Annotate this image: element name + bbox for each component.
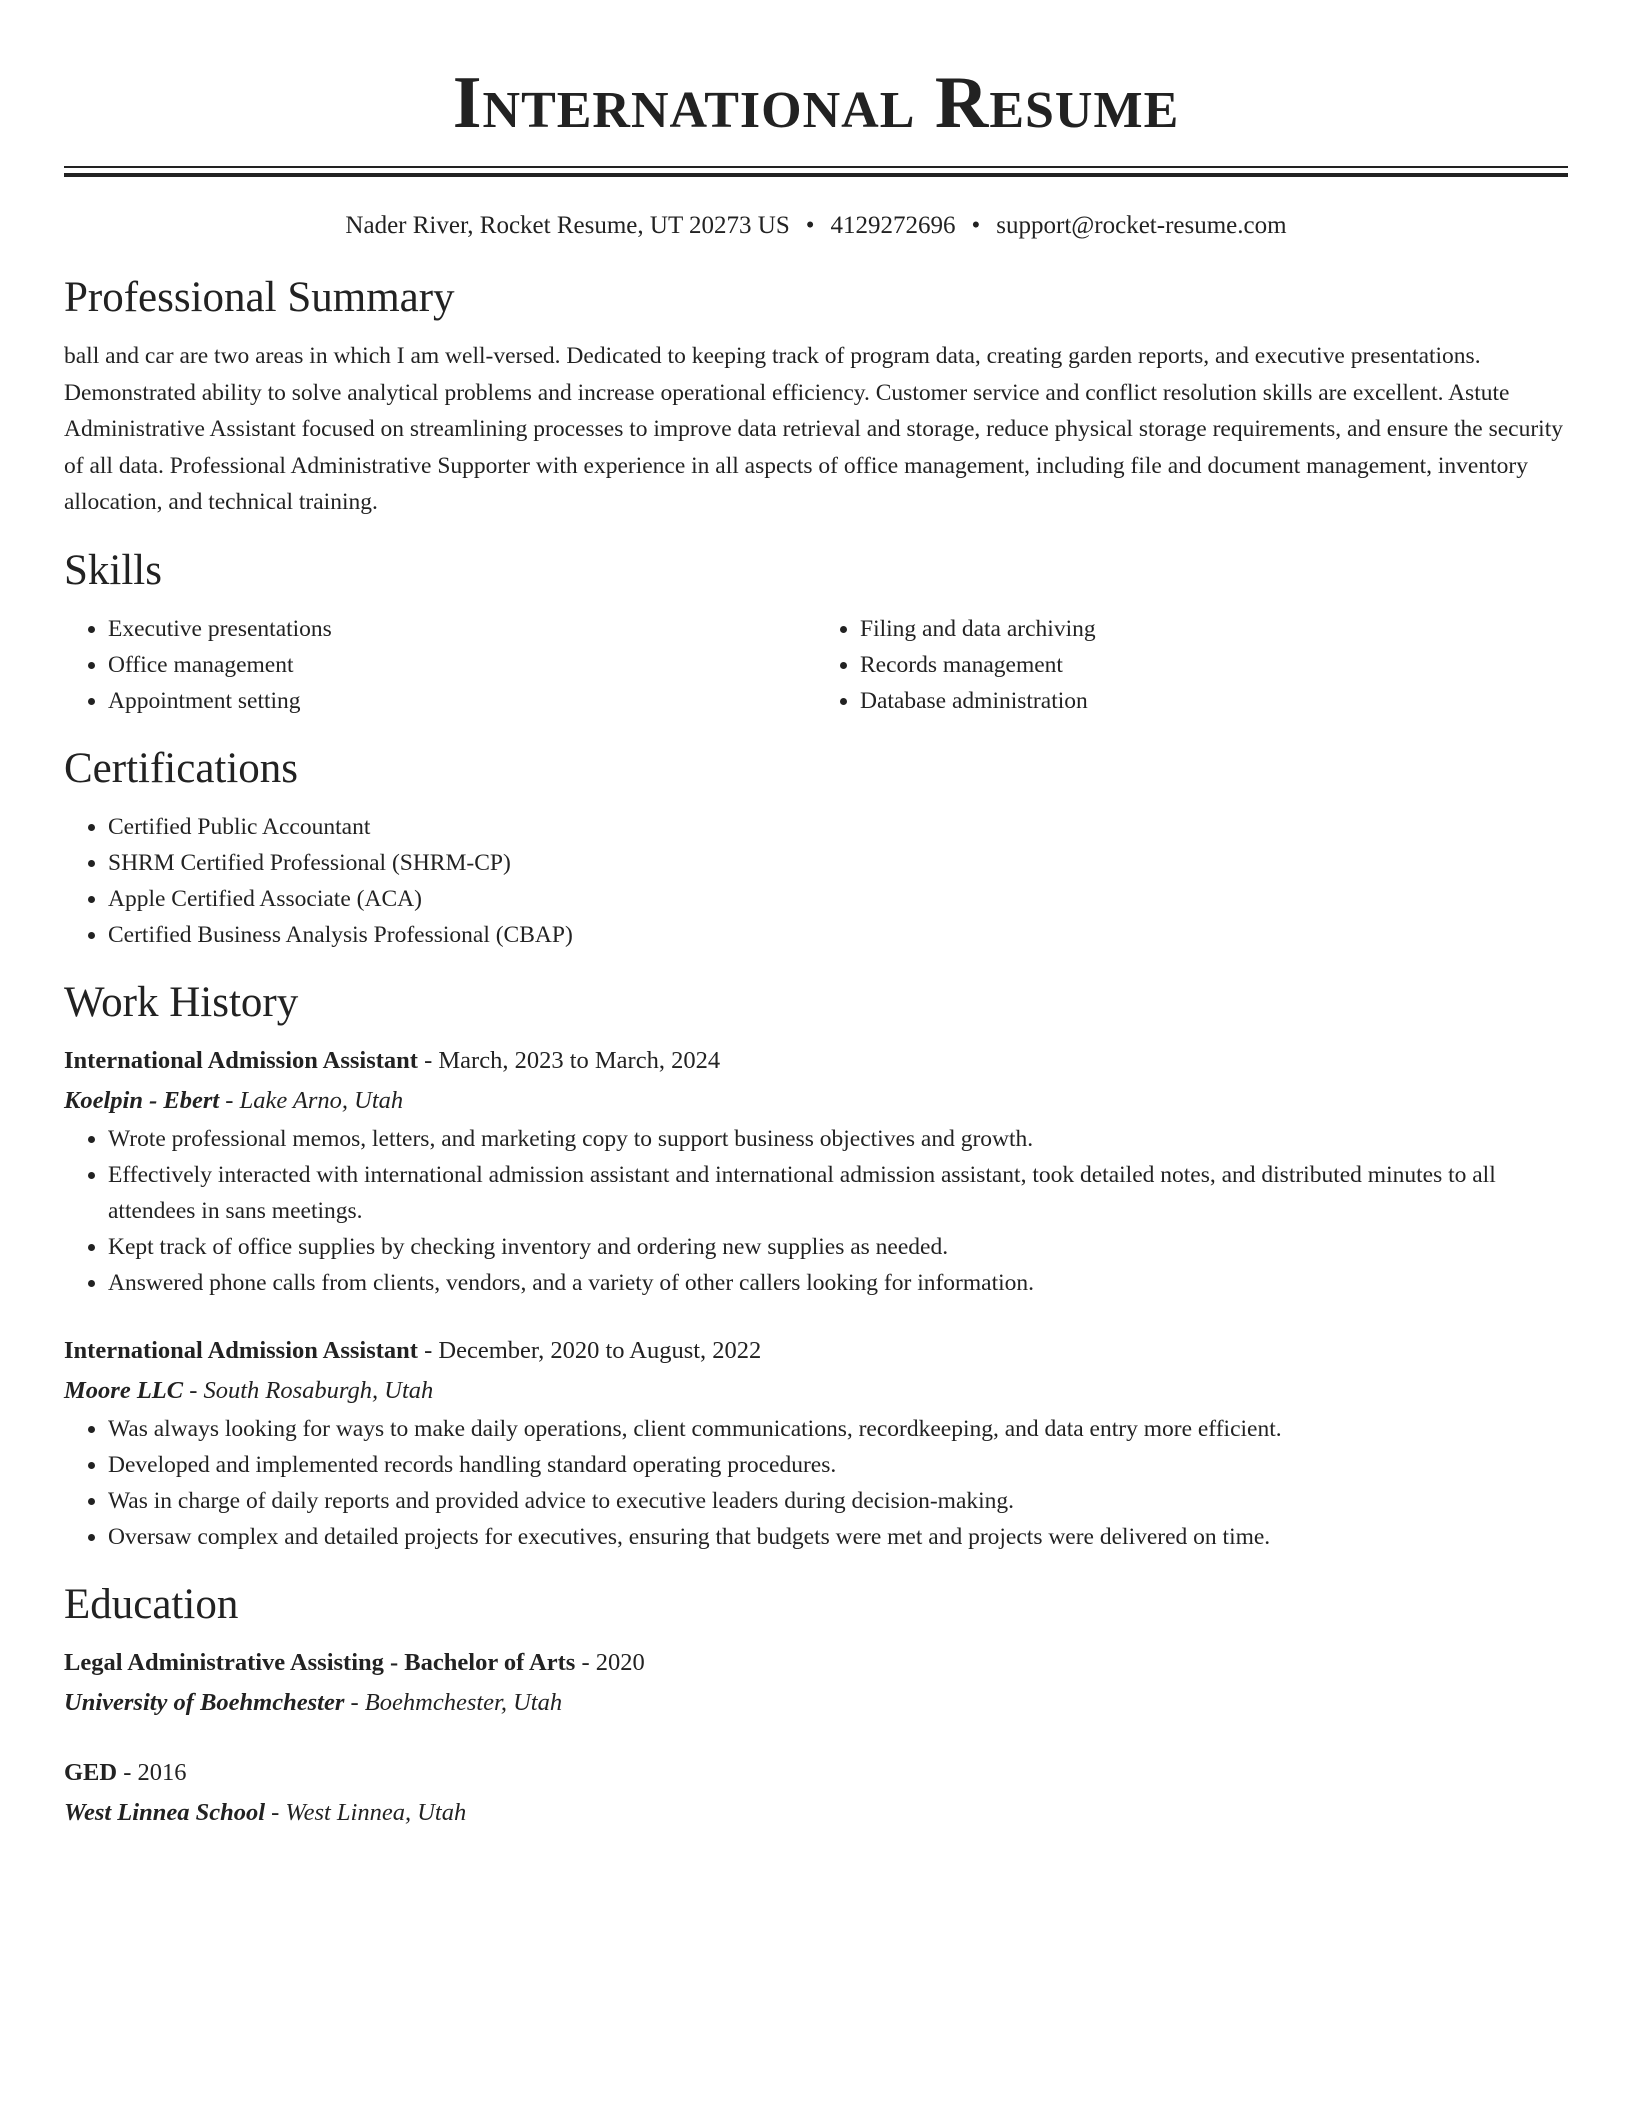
degree-year: - 2020 <box>575 1648 645 1676</box>
contact-line <box>64 210 1568 242</box>
school: University of Boehmchester <box>64 1688 345 1716</box>
skill-item: • Executive presentations <box>108 611 816 647</box>
job-entry <box>64 1041 1568 1301</box>
school-line <box>64 1683 1568 1723</box>
job-title-line <box>64 1331 1568 1371</box>
degree: Legal Administrative Assisting - Bachelor of Arts <box>64 1648 576 1676</box>
contact-address: Nader River, Rocket Resume, UT 20273 US <box>345 212 790 239</box>
job-title-line <box>64 1041 1568 1081</box>
contact-phone: 4129272696 <box>830 212 956 239</box>
job-bullet: • Kept track of office supplies by checking inventory and ordering new supplies as needed. <box>108 1229 1568 1265</box>
school-line <box>64 1793 1568 1833</box>
job-bullet: • Was in charge of daily reports and provided advice to executive leaders during decision-making. <box>108 1483 1568 1519</box>
job-dates: - December, 2020 to August, 2022 <box>417 1336 762 1364</box>
certification-item: • Certified Business Analysis Professional (CBAP) <box>108 917 1568 953</box>
job-bullets <box>64 1411 1568 1555</box>
job-location: - South Rosaburgh, Utah <box>183 1376 434 1404</box>
job-title: International Admission Assistant <box>64 1336 418 1364</box>
certification-item: • SHRM Certified Professional (SHRM-CP) <box>108 845 1568 881</box>
skill-item: • Filing and data archiving <box>860 611 1568 647</box>
job-bullet: • Effectively interacted with international admission assistant and international admission assistant, took detailed notes, and distributed minutes to all attendees in sans meetings. <box>108 1157 1568 1229</box>
school-location: - Boehmchester, Utah <box>344 1688 563 1716</box>
job-title: International Admission Assistant <box>64 1046 418 1074</box>
job-bullet: • Answered phone calls from clients, vendors, and a variety of other callers looking for information. <box>108 1265 1568 1301</box>
skill-item: • Office management <box>108 647 816 683</box>
resume-title: International Resume <box>452 62 1180 144</box>
skills-columns <box>64 611 1568 719</box>
certifications-heading: Certifications <box>64 744 299 792</box>
skill-item: • Records management <box>860 647 1568 683</box>
job-dates: - March, 2023 to March, 2024 <box>417 1046 721 1074</box>
education-heading: Education <box>64 1580 239 1628</box>
summary-heading: Professional Summary <box>64 274 455 321</box>
skills-list-left <box>64 611 816 719</box>
education-entry <box>64 1643 1568 1723</box>
education-entry <box>64 1753 1568 1833</box>
summary-text: ball and car are two areas in which I am well-versed. Dedicated to keeping track of program data, creating garden reports, and executive presentations. Demonstrated ability to solve analytical problems and increase operational efficiency. Customer service and conflict resolution skills are excellent. Astute Administrative Assistant focused on streamlining processes to improve data retrieval and storage, reduce physical storage requirements, and ensure the security of all data. Professional Administrative Supporter with experience in all aspects of office management, including file and document management, inventory allocation, and technical training. <box>64 343 1563 515</box>
skills-list-right <box>816 611 1568 719</box>
degree-line <box>64 1753 1568 1793</box>
job-company-line <box>64 1081 1568 1121</box>
school-location: - West Linnea, Utah <box>265 1798 467 1826</box>
contact-separator: • <box>805 212 815 239</box>
degree: GED <box>64 1758 118 1786</box>
job-bullets <box>64 1121 1568 1301</box>
school: West Linnea School <box>64 1798 266 1826</box>
degree-line <box>64 1643 1568 1683</box>
job-location: - Lake Arno, Utah <box>219 1086 404 1114</box>
job-bullet: • Developed and implemented records handling standard operating procedures. <box>108 1447 1568 1483</box>
job-bullet: • Oversaw complex and detailed projects for executives, ensuring that budgets were met and projects were delivered on time. <box>108 1519 1568 1555</box>
certifications-list <box>64 809 1568 953</box>
title-divider <box>64 166 1568 177</box>
job-company: Koelpin - Ebert <box>64 1086 220 1114</box>
skills-heading: Skills <box>64 546 162 594</box>
job-bullet: • Was always looking for ways to make daily operations, client communications, recordkeeping, and data entry more efficient. <box>108 1411 1568 1447</box>
skill-item: • Appointment setting <box>108 683 816 719</box>
certification-item: • Apple Certified Associate (ACA) <box>108 881 1568 917</box>
degree-year: - 2016 <box>117 1758 187 1786</box>
job-entry <box>64 1331 1568 1555</box>
skill-item: • Database administration <box>860 683 1568 719</box>
job-bullet: • Wrote professional memos, letters, and marketing copy to support business objectives and growth. <box>108 1121 1568 1157</box>
work-history-heading: Work History <box>64 978 299 1026</box>
job-company-line <box>64 1371 1568 1411</box>
certification-item: • Certified Public Accountant <box>108 809 1568 845</box>
contact-separator: • <box>971 212 981 239</box>
job-company: Moore LLC <box>64 1376 184 1404</box>
contact-email: support@rocket-resume.com <box>996 212 1287 239</box>
